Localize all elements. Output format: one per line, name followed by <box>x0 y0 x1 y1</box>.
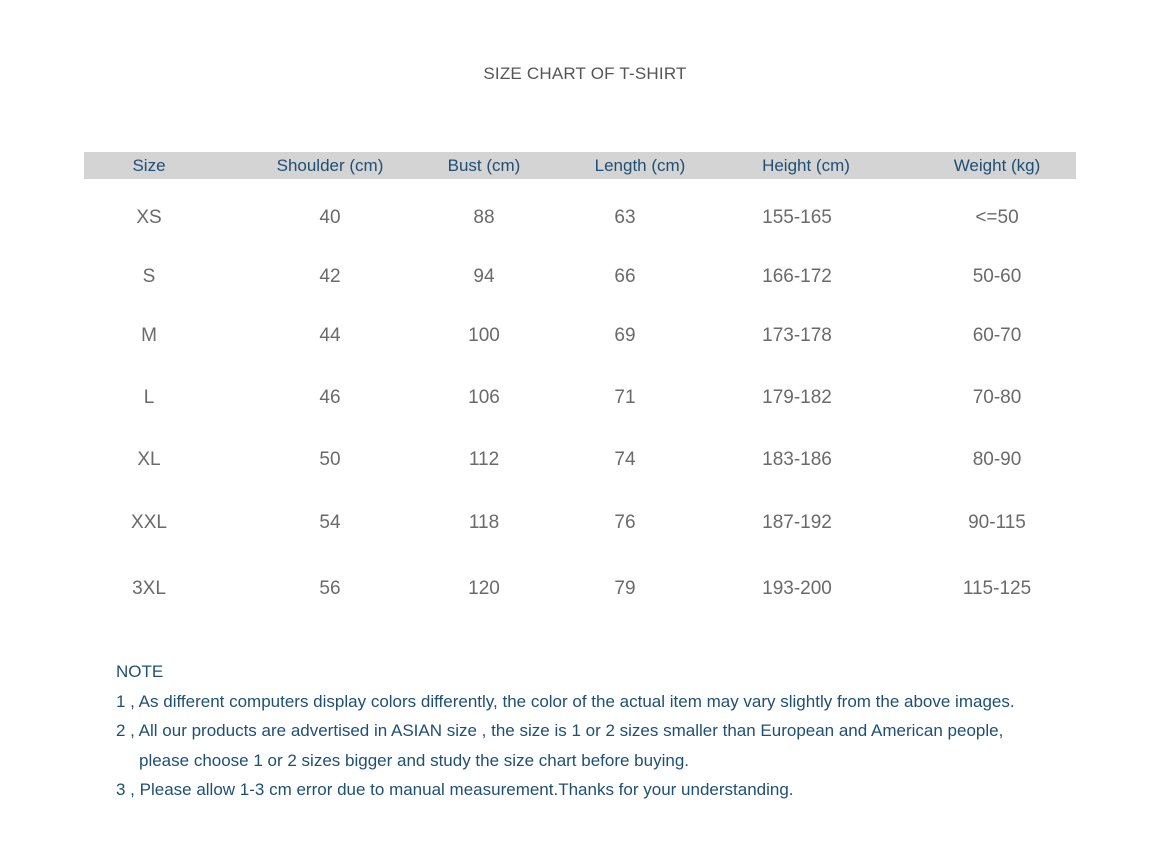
cell-height: 166-172 <box>762 266 832 287</box>
cell-length: 76 <box>614 512 636 533</box>
table-row <box>84 383 1076 413</box>
cell-shoulder: 40 <box>319 207 341 228</box>
cell-height: 155-165 <box>762 207 832 228</box>
cell-size: 3XL <box>132 578 166 599</box>
cell-size: XL <box>137 449 161 470</box>
table-row <box>84 445 1076 475</box>
cell-length: 71 <box>614 387 636 408</box>
cell-bust: 106 <box>468 387 500 408</box>
cell-weight: 50-60 <box>972 266 1022 287</box>
cell-height: 179-182 <box>762 387 832 408</box>
cell-length: 63 <box>614 207 636 228</box>
cell-height: 183-186 <box>762 449 832 470</box>
cell-shoulder: 54 <box>319 512 341 533</box>
cell-shoulder: 46 <box>319 387 341 408</box>
cell-length: 69 <box>614 325 636 346</box>
cell-length: 66 <box>614 266 636 287</box>
cell-shoulder: 42 <box>319 266 341 287</box>
cell-height: 173-178 <box>762 325 832 346</box>
cell-size: M <box>141 325 157 346</box>
size-chart-table <box>84 152 1076 599</box>
note-line: 2 , All our products are advertised in ASIAN size , the size is 1 or 2 sizes smaller than European and American people, <box>116 721 1004 740</box>
table-row <box>84 203 1076 233</box>
table-row <box>84 321 1076 351</box>
header-size: Size <box>132 156 166 175</box>
cell-size: XXL <box>131 512 167 533</box>
table-row <box>84 508 1076 538</box>
note-line: 3 , Please allow 1-3 cm error due to manual measurement.Thanks for your understanding. <box>116 780 794 799</box>
cell-weight: 80-90 <box>972 449 1022 470</box>
page-title: SIZE CHART OF T-SHIRT <box>483 64 687 83</box>
cell-height: 187-192 <box>762 512 832 533</box>
cell-bust: 94 <box>473 266 495 287</box>
table-row <box>84 262 1076 292</box>
cell-bust: 100 <box>468 325 500 346</box>
cell-length: 74 <box>614 449 636 470</box>
cell-size: XS <box>136 207 162 228</box>
cell-weight: <=50 <box>975 207 1019 228</box>
note-line: 1 , As different computers display colors differently, the color of the actual item may vary slightly from the above images. <box>116 691 1015 711</box>
header-length: Length (cm) <box>594 156 686 175</box>
cell-shoulder: 56 <box>319 578 341 599</box>
header-shoulder: Shoulder (cm) <box>276 156 384 175</box>
cell-bust: 88 <box>473 207 495 228</box>
cell-size: L <box>143 387 155 408</box>
note-line-continuation: please choose 1 or 2 sizes bigger and study the size chart before buying. <box>139 750 690 770</box>
cell-length: 79 <box>614 578 636 599</box>
cell-weight: 70-80 <box>972 387 1022 408</box>
cell-bust: 118 <box>468 512 500 533</box>
header-height: Height (cm) <box>762 156 850 175</box>
cell-shoulder: 50 <box>319 449 341 470</box>
cell-size: S <box>142 266 156 287</box>
notes-heading: NOTE <box>116 662 164 681</box>
cell-weight: 115-125 <box>962 578 1032 599</box>
table-row <box>84 574 1076 604</box>
cell-weight: 90-115 <box>968 512 1026 533</box>
cell-shoulder: 44 <box>319 325 341 346</box>
notes-section <box>116 657 1116 805</box>
cell-bust: 120 <box>468 578 500 599</box>
cell-height: 193-200 <box>762 578 832 599</box>
table-header-row <box>84 152 1076 179</box>
header-bust: Bust (cm) <box>447 156 521 175</box>
cell-weight: 60-70 <box>972 325 1022 346</box>
header-weight: Weight (kg) <box>953 156 1041 175</box>
cell-bust: 112 <box>468 449 500 470</box>
